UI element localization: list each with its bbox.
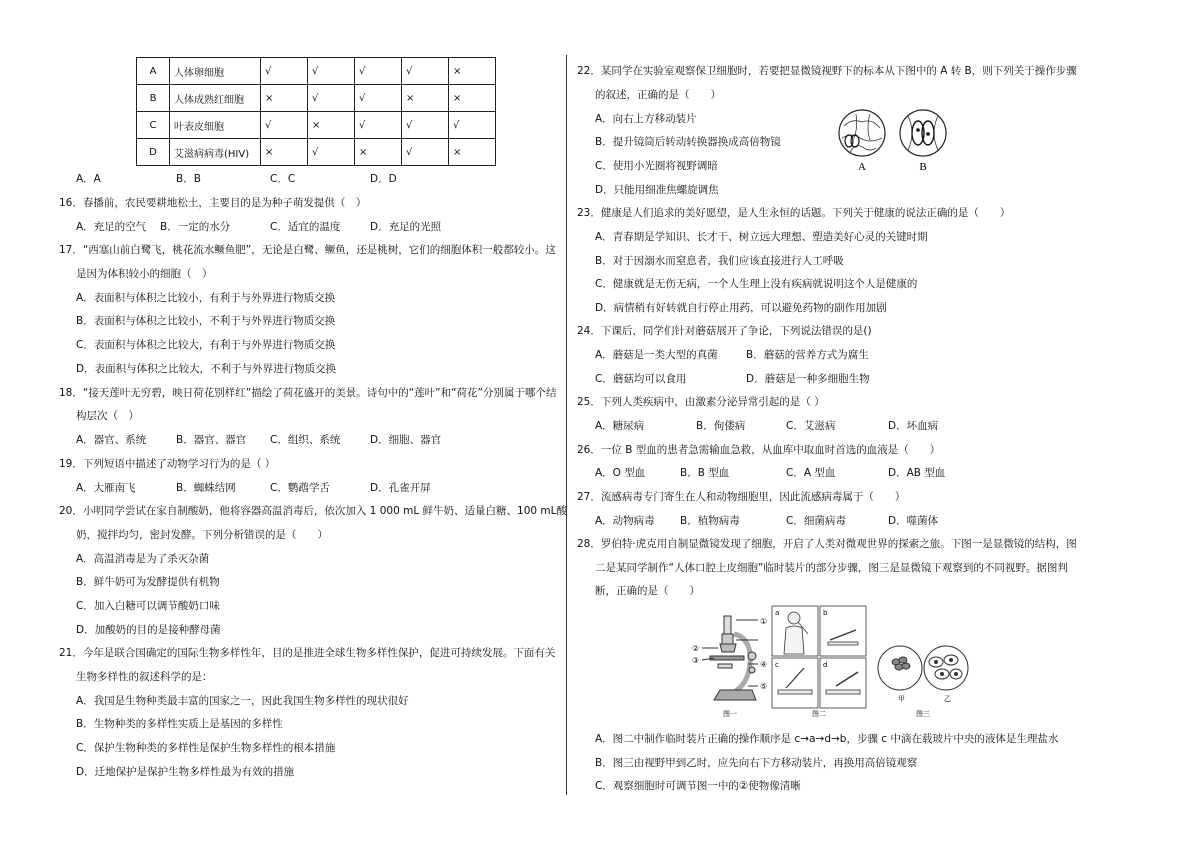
q20-option-c: C．加入白糖可以调节酸奶口味 <box>76 600 220 612</box>
figure-3-caption: 图三 <box>916 710 930 718</box>
q23-option-d: D．病情稍有好转就自行停止用药，可以避免药物的副作用加剧 <box>595 302 887 314</box>
figure-2-caption: 图二 <box>812 710 826 718</box>
q20-option-b: B．鲜牛奶可为发酵提供有机物 <box>76 576 220 588</box>
q18-stem-line1: 18．“接天莲叶无穷碧，映日荷花别样红”描绘了荷花盛开的美景。诗句中的“莲叶”和“荷花”分别属于哪个结 <box>59 387 557 399</box>
row-mark: √ <box>402 139 449 166</box>
q23-option-c: C．健康就是无伤无病，一个人生理上没有疾病就说明这个人是健康的 <box>595 278 918 290</box>
row-mark: × <box>449 58 496 85</box>
q15-option-b: B．B <box>176 173 201 185</box>
q27-option-c: C．细菌病毒 <box>786 515 846 527</box>
row-mark: √ <box>355 58 402 85</box>
column-divider <box>566 55 567 795</box>
q19-option-a: A．大雁南飞 <box>76 482 136 494</box>
q28-stem-line2: 二是某同学制作“人体口腔上皮细胞”临时装片的部分步骤，图三是显微镜下观察到的不同视野。据图判 <box>595 562 1068 574</box>
microscope-figure <box>702 616 758 700</box>
table-row <box>137 85 496 112</box>
q21-stem-line1: 21．今年是联合国确定的国际生物多样性年，目的是推进全球生物多样性保护，促进可持续发展。下面有关 <box>59 647 556 659</box>
q22-option-c: C．使用小光圈将视野调暗 <box>595 160 718 172</box>
view-b-label: B <box>919 161 927 173</box>
q26-option-c: C．A 型血 <box>786 467 836 479</box>
q17-option-a: A．表面积与体积之比较小，有利于与外界进行物质交换 <box>76 292 336 304</box>
q22-stem-line2: 的叙述，正确的是（ ） <box>595 89 721 101</box>
q16-option-d: D．充足的光照 <box>370 221 442 233</box>
q23-option-b: B．对于因溺水而窒息者，我们应该直接进行人工呼吸 <box>595 255 844 267</box>
q17-stem-line2: 是因为体积较小的细胞（ ） <box>76 268 213 280</box>
figure-1-caption: 图一 <box>723 710 737 718</box>
q16-option-c: C．适宜的温度 <box>270 221 341 233</box>
table-row <box>137 58 496 85</box>
q20-option-d: D．加酸奶的目的是接种酵母菌 <box>76 624 221 636</box>
q26-option-d: D．AB 型血 <box>888 467 946 479</box>
label-4: ④ <box>760 660 768 669</box>
q24-option-b: B．蘑菇的营养方式为腐生 <box>746 349 869 361</box>
q25-stem: 25．下列人类疾病中，由激素分泌异常引起的是（ ） <box>577 396 825 408</box>
q17-stem-line1: 17．“西塞山前白鹭飞，桃花流水鳜鱼肥”，无论是白鹭、鳜鱼，还是桃树，它们的细胞体积一般都较小。这 <box>59 244 556 256</box>
q24-stem: 24．下课后，同学们针对蘑菇展开了争论，下列说法错误的是() <box>577 325 872 337</box>
q20-stem-line1: 20．小明同学尝试在家自制酸奶，他将容器高温消毒后，依次加入 1 000 mL 鲜牛奶、适量白糖、100 mL酸 <box>59 505 567 517</box>
q25-option-a: A．糖尿病 <box>595 420 645 432</box>
q19-option-b: B．蜘蛛结网 <box>176 482 236 494</box>
row-letter: B <box>137 85 170 112</box>
q26-option-a: A．O 型血 <box>595 467 646 479</box>
q18-option-d: D．细胞、器官 <box>370 434 442 446</box>
q23-option-a: A．青春期是学知识、长才干、树立远大理想、塑造美好心灵的关键时期 <box>595 231 928 243</box>
row-letter: C <box>137 112 170 139</box>
view-b-circle <box>900 110 946 156</box>
q19-stem: 19．下列短语中描述了动物学习行为的是（ ） <box>59 458 276 470</box>
row-mark: × <box>261 139 308 166</box>
row-mark: √ <box>308 58 355 85</box>
q21-option-b: B．生物种类的多样性实质上是基因的多样性 <box>76 718 283 730</box>
row-mark: × <box>449 85 496 112</box>
q18-option-a: A．器官、系统 <box>76 434 147 446</box>
q25-option-d: D．坏血病 <box>888 420 939 432</box>
row-mark: × <box>261 85 308 112</box>
q21-stem-line2: 生物多样性的叙述科学的是： <box>76 671 213 683</box>
row-mark: × <box>402 85 449 112</box>
q27-option-b: B．植物病毒 <box>680 515 740 527</box>
label-5: ⑤ <box>760 682 768 691</box>
row-letter: A <box>137 58 170 85</box>
q24-option-c: C．蘑菇均可以食用 <box>595 373 687 385</box>
row-mark: √ <box>355 112 402 139</box>
q25-option-c: C．艾滋病 <box>786 420 836 432</box>
row-cell-name: 艾滋病病毒(HIV) <box>170 139 261 166</box>
row-cell-name: 人体成熟红细胞 <box>170 85 261 112</box>
q17-option-c: C．表面积与体积之比较大，有利于与外界进行物质交换 <box>76 339 336 351</box>
table-row <box>137 139 496 166</box>
q20-stem-line2: 奶，搅拌均匀，密封发酵。下列分析错误的是（ ） <box>76 529 328 541</box>
q17-option-b: B．表面积与体积之比较小，不利于与外界进行物质交换 <box>76 315 336 327</box>
q15-option-a: A．A <box>76 173 101 185</box>
row-mark: × <box>449 139 496 166</box>
q20-option-a: A．高温消毒是为了杀灭杂菌 <box>76 553 210 565</box>
q28-stem-line1: 28．罗伯特·虎克用自制显微镜发现了细胞，开启了人类对微观世界的探索之旅。下图一是显微镜的结构，图 <box>577 538 1077 550</box>
row-mark: √ <box>402 112 449 139</box>
row-mark: √ <box>308 139 355 166</box>
q18-option-b: B．器官、器官 <box>176 434 247 446</box>
q16-option-b: B．一定的水分 <box>160 221 231 233</box>
q15-option-d: D．D <box>370 173 397 185</box>
row-mark: × <box>355 139 402 166</box>
q26-stem: 26．一位 B 型血的患者急需输血急救，从血库中取血时首选的血液是（ ） <box>577 444 941 456</box>
row-mark: √ <box>261 112 308 139</box>
row-mark: √ <box>449 112 496 139</box>
q19-option-d: D．孔雀开屏 <box>370 482 431 494</box>
row-cell-name: 叶表皮细胞 <box>170 112 261 139</box>
q26-option-b: B．B 型血 <box>680 467 730 479</box>
q27-option-a: A．动物病毒 <box>595 515 655 527</box>
q28-option-b: B．图三由视野甲到乙时，应先向右下方移动装片，再换用高倍镜观察 <box>595 757 918 769</box>
row-cell-name: 人体卵细胞 <box>170 58 261 85</box>
q22-stem-line1: 22．某同学在实验室观察保卫细胞时，若要把显微镜视野下的标本从下图中的 A 转 B，则下列关于操作步骤 <box>577 65 1077 77</box>
q24-option-d: D．蘑菇是一种多细胞生物 <box>746 373 870 385</box>
q25-option-b: B．佝偻病 <box>696 420 746 432</box>
q27-option-d: D．噬菌体 <box>888 515 939 527</box>
q28-option-c: C．观察细胞时可调节图一中的②使物像清晰 <box>595 780 801 792</box>
views-figure <box>878 646 968 690</box>
q16-stem: 16．春播前，农民要耕地松土，主要目的是为种子萌发提供（ ） <box>59 197 367 209</box>
q18-option-c: C．组织、系统 <box>270 434 341 446</box>
row-mark: √ <box>308 85 355 112</box>
row-mark: × <box>308 112 355 139</box>
q15-option-c: C．C <box>270 173 296 185</box>
step-d-label: d <box>823 661 828 669</box>
q16-option-a: A．充足的空气 <box>76 221 147 233</box>
row-letter: D <box>137 139 170 166</box>
q22-figure-views <box>836 108 946 174</box>
q28-figures <box>690 604 960 722</box>
q19-option-c: C．鹦鹉学舌 <box>270 482 330 494</box>
q17-option-d: D．表面积与体积之比较大，不利于与外界进行物质交换 <box>76 363 337 375</box>
q21-option-a: A．我国是生物种类最丰富的国家之一，因此我国生物多样性的现状很好 <box>76 695 409 707</box>
label-1: ① <box>760 617 768 626</box>
q23-stem: 23．健康是人们追求的美好愿望，是人生永恒的话题。下列关于健康的说法正确的是（ ） <box>577 207 1011 219</box>
q28-option-a: A．图二中制作临时装片正确的操作顺序是 c→a→d→b，步骤 c 中滴在载玻片中央的液体是生理盐水 <box>595 733 1059 745</box>
view-a-circle <box>839 110 885 156</box>
label-2: ② <box>692 644 700 653</box>
q22-option-a: A．向右上方移动装片 <box>595 113 697 125</box>
step-c-label: c <box>775 661 779 669</box>
view-jia-label: 甲 <box>898 695 905 703</box>
q27-stem: 27．流感病毒专门寄生在人和动物细胞里，因此流感病毒属于（ ） <box>577 491 906 503</box>
step-a-label: a <box>775 609 780 617</box>
row-mark: √ <box>402 58 449 85</box>
table-row <box>137 112 496 139</box>
label-3: ③ <box>692 656 700 665</box>
q22-option-b: B．提升镜筒后转动转换器换成高倍物镜 <box>595 136 781 148</box>
view-a-label: A <box>858 161 866 173</box>
cell-comparison-table <box>136 57 496 166</box>
row-mark: √ <box>355 85 402 112</box>
q24-option-a: A．蘑菇是一类大型的真菌 <box>595 349 718 361</box>
view-yi-label: 乙 <box>944 695 951 703</box>
q18-stem-line2: 构层次（ ） <box>76 410 139 422</box>
q28-stem-line3: 断，正确的是（ ） <box>595 585 700 597</box>
q22-option-d: D．只能用细准焦螺旋调焦 <box>595 184 719 196</box>
slide-steps-figure <box>772 606 866 708</box>
q21-option-c: C．保护生物种类的多样性是保护生物多样性的根本措施 <box>76 742 336 754</box>
q21-option-d: D．迁地保护是保护生物多样性最为有效的措施 <box>76 766 295 778</box>
row-mark: √ <box>261 58 308 85</box>
step-b-label: b <box>823 609 828 617</box>
